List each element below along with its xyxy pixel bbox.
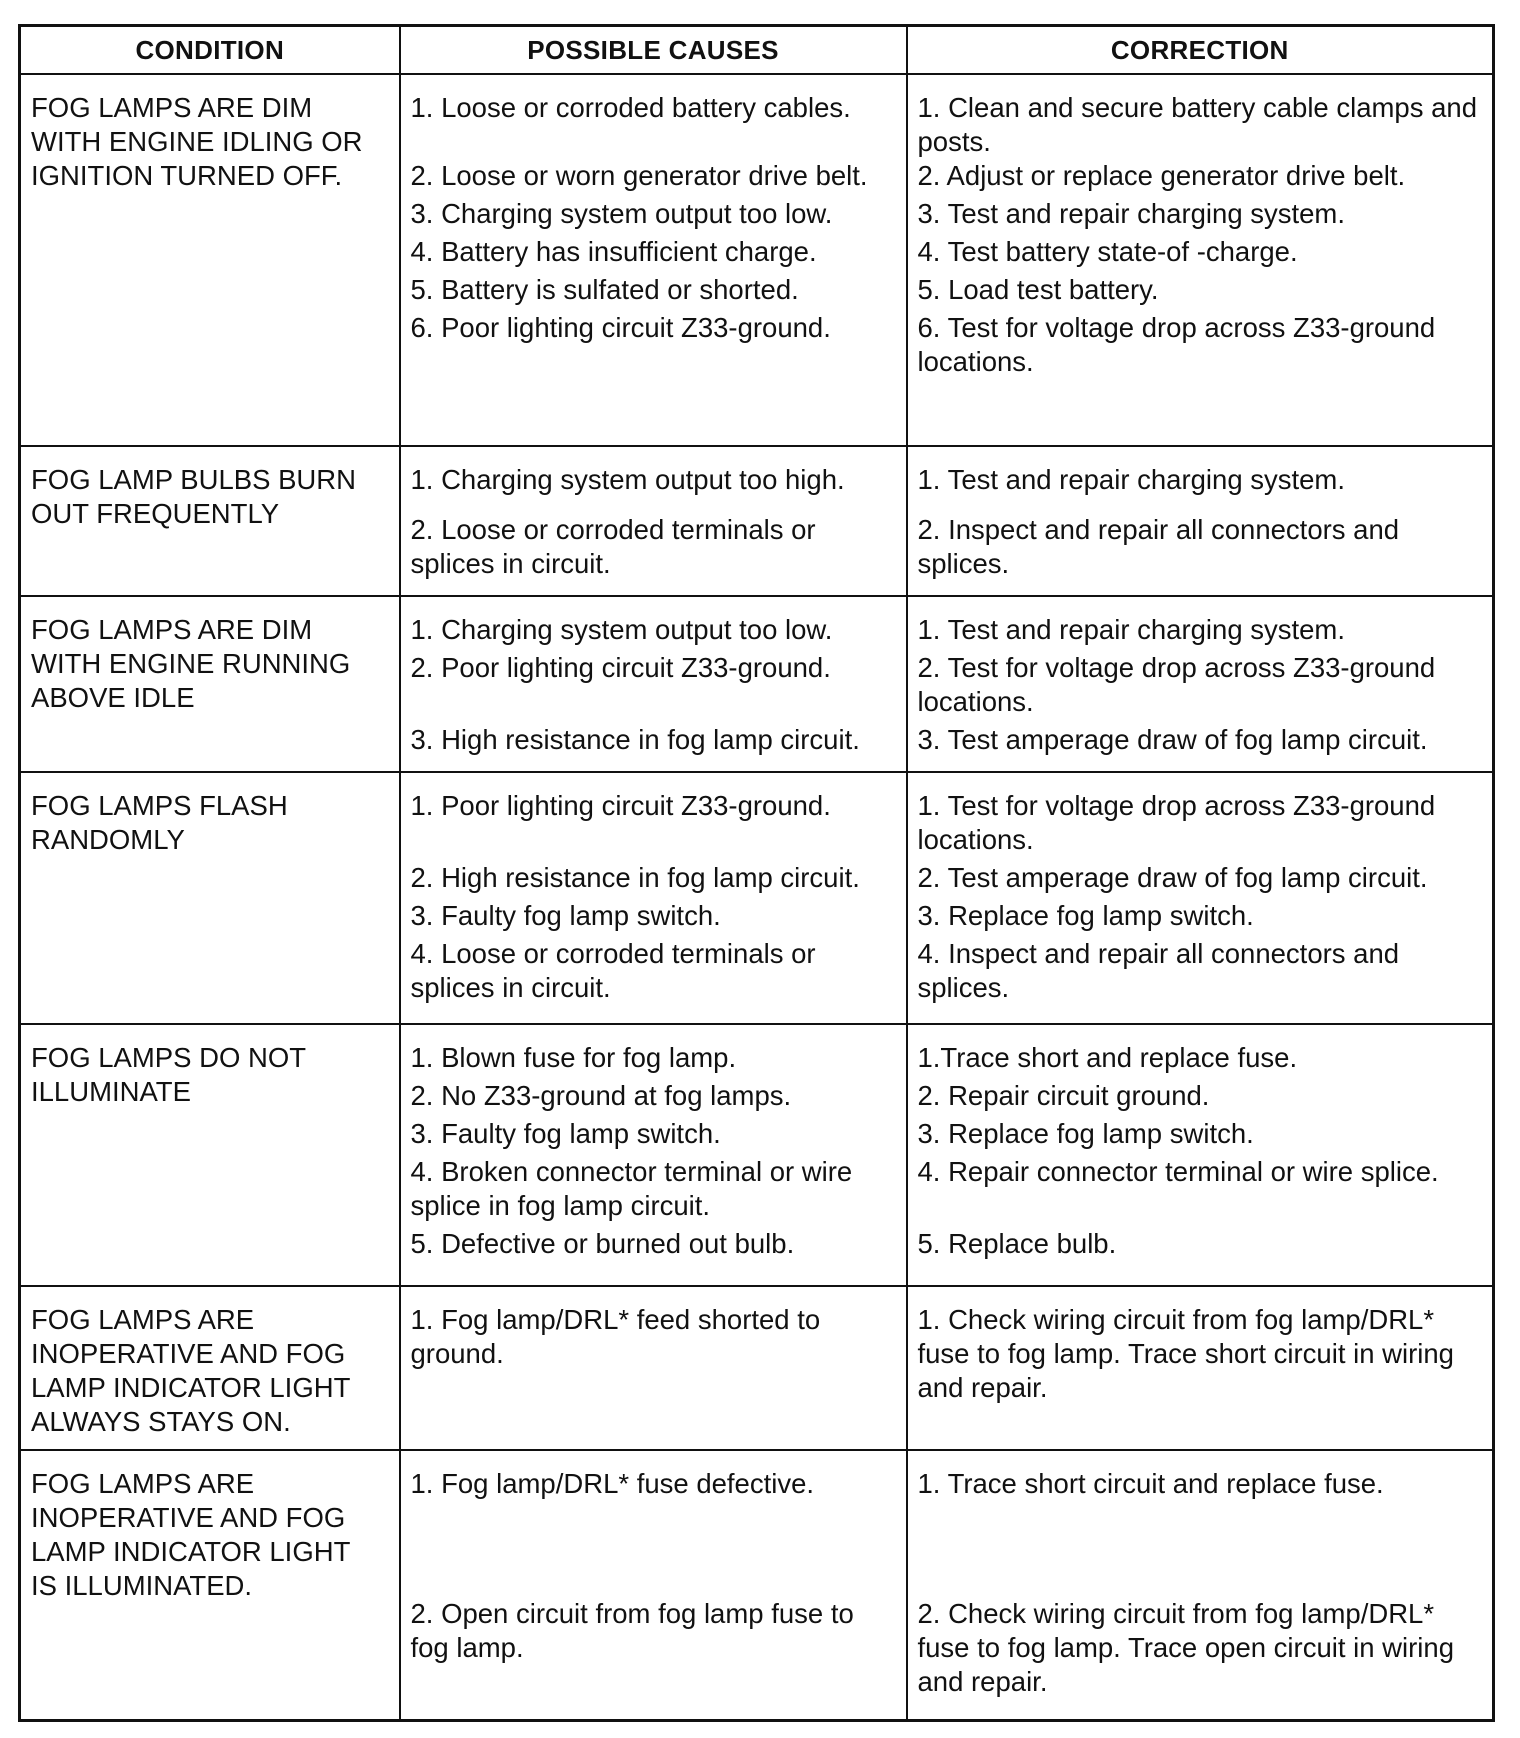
- corrections-cell: [907, 772, 1494, 1024]
- possible-causes-header: POSSIBLE CAUSES: [400, 26, 907, 75]
- condition-cell: [20, 1450, 400, 1720]
- causes-cell: [400, 1450, 907, 1720]
- correction-item: 4. Repair connector terminal or wire splice.: [917, 1156, 1439, 1187]
- cause-item: 2. No Z33-ground at fog lamps.: [410, 1080, 792, 1111]
- correction-item: 1. Check wiring circuit from fog lamp/DRL* fuse to fog lamp. Trace short circuit in wiring and repair.: [917, 1304, 1454, 1403]
- cause-item: 1. Charging system output too low.: [410, 614, 833, 645]
- condition-text: FOG LAMP BULBS BURN OUT FREQUENTLY: [31, 464, 356, 529]
- cause-item: 2. High resistance in fog lamp circuit.: [410, 862, 860, 893]
- header-row: [20, 26, 1494, 75]
- correction-header: CORRECTION: [907, 26, 1494, 75]
- causes-cell: [400, 596, 907, 772]
- cause-item: 3. High resistance in fog lamp circuit.: [410, 724, 860, 755]
- table-row: [20, 446, 1494, 596]
- correction-item: 3. Replace fog lamp switch.: [917, 900, 1254, 931]
- correction-item: 3. Test and repair charging system.: [917, 198, 1345, 229]
- cause-item: 3. Charging system output too low.: [410, 198, 833, 229]
- condition-cell: [20, 74, 400, 446]
- table-row: [20, 772, 1494, 1024]
- cause-item: 3. Faulty fog lamp switch.: [410, 900, 721, 931]
- table-row: [20, 1286, 1494, 1450]
- cause-item: 4. Loose or corroded terminals or splices in circuit.: [410, 938, 816, 1003]
- correction-item: 2. Repair circuit ground.: [917, 1080, 1210, 1111]
- correction-item: 2. Check wiring circuit from fog lamp/DRL* fuse to fog lamp. Trace open circuit in wiring and repair.: [917, 1598, 1455, 1697]
- correction-item: 1.Trace short and replace fuse.: [917, 1042, 1298, 1073]
- condition-text: FOG LAMPS ARE INOPERATIVE AND FOG LAMP INDICATOR LIGHT IS ILLUMINATED.: [31, 1468, 351, 1601]
- condition-cell: [20, 596, 400, 772]
- corrections-cell: [907, 74, 1494, 446]
- table-row: [20, 596, 1494, 772]
- condition-cell: [20, 772, 400, 1024]
- correction-item: 6. Test for voltage drop across Z33-ground locations.: [917, 312, 1436, 377]
- cause-item: 1. Fog lamp/DRL* fuse defective.: [410, 1468, 815, 1499]
- cause-item: 2. Poor lighting circuit Z33-ground.: [410, 652, 831, 683]
- corrections-cell: [907, 446, 1494, 596]
- table-row: [20, 1024, 1494, 1286]
- correction-item: 4. Inspect and repair all connectors and splices.: [917, 938, 1400, 1003]
- condition-text: FOG LAMPS FLASH RANDOMLY: [31, 790, 288, 855]
- condition-header: CONDITION: [20, 26, 400, 75]
- table-row: [20, 1450, 1494, 1720]
- cause-item: 1. Poor lighting circuit Z33-ground.: [410, 790, 831, 821]
- corrections-cell: [907, 1450, 1494, 1720]
- cause-item: 6. Poor lighting circuit Z33-ground.: [410, 312, 831, 343]
- cause-item: 1. Fog lamp/DRL* feed shorted to ground.: [410, 1304, 821, 1369]
- condition-text: FOG LAMPS ARE INOPERATIVE AND FOG LAMP INDICATOR LIGHT ALWAYS STAYS ON.: [31, 1304, 351, 1437]
- causes-cell: [400, 446, 907, 596]
- correction-item: 4. Test battery state-of -charge.: [917, 236, 1298, 267]
- correction-item: 1. Test and repair charging system.: [917, 614, 1345, 645]
- condition-cell: [20, 1286, 400, 1450]
- correction-item: 2. Inspect and repair all connectors and splices.: [917, 514, 1400, 579]
- correction-item: 1. Clean and secure battery cable clamps and posts.: [917, 92, 1477, 157]
- correction-item: 2. Test amperage draw of fog lamp circuit.: [917, 862, 1428, 893]
- table-body: [20, 74, 1494, 1720]
- cause-item: 5. Battery is sulfated or shorted.: [410, 274, 799, 305]
- correction-item: 1. Test for voltage drop across Z33-ground locations.: [917, 790, 1436, 855]
- correction-item: 1. Trace short circuit and replace fuse.: [917, 1468, 1384, 1499]
- correction-item: 2. Test for voltage drop across Z33-ground locations.: [917, 652, 1436, 717]
- causes-cell: [400, 1286, 907, 1450]
- cause-item: 4. Broken connector terminal or wire splice in fog lamp circuit.: [410, 1156, 853, 1221]
- cause-item: 2. Open circuit from fog lamp fuse to fog lamp.: [410, 1598, 854, 1663]
- condition-cell: [20, 1024, 400, 1286]
- condition-cell: [20, 446, 400, 596]
- correction-item: 3. Replace fog lamp switch.: [917, 1118, 1254, 1149]
- corrections-cell: [907, 1024, 1494, 1286]
- cause-item: 3. Faulty fog lamp switch.: [410, 1118, 721, 1149]
- cause-item: 5. Defective or burned out bulb.: [410, 1228, 795, 1259]
- condition-text: FOG LAMPS ARE DIM WITH ENGINE IDLING OR IGNITION TURNED OFF.: [31, 92, 363, 191]
- condition-text: FOG LAMPS DO NOT ILLUMINATE: [31, 1042, 307, 1107]
- cause-item: 2. Loose or corroded terminals or splices in circuit.: [410, 514, 816, 579]
- correction-item: 1. Test and repair charging system.: [917, 464, 1345, 495]
- table-row: [20, 74, 1494, 446]
- corrections-cell: [907, 596, 1494, 772]
- cause-item: 4. Battery has insufficient charge.: [410, 236, 817, 267]
- condition-text: FOG LAMPS ARE DIM WITH ENGINE RUNNING ABOVE IDLE: [31, 614, 351, 713]
- cause-item: 1. Blown fuse for fog lamp.: [410, 1042, 737, 1073]
- cause-item: 1. Loose or corroded battery cables.: [410, 92, 851, 123]
- correction-item: 5. Load test battery.: [917, 274, 1159, 305]
- correction-item: 3. Test amperage draw of fog lamp circuit.: [917, 724, 1428, 755]
- cause-item: 2. Loose or worn generator drive belt.: [410, 160, 868, 191]
- correction-item: 5. Replace bulb.: [917, 1228, 1117, 1259]
- causes-cell: [400, 74, 907, 446]
- diagnosis-table: [18, 24, 1495, 1722]
- corrections-cell: [907, 1286, 1494, 1450]
- causes-cell: [400, 1024, 907, 1286]
- causes-cell: [400, 772, 907, 1024]
- cause-item: 1. Charging system output too high.: [410, 464, 845, 495]
- correction-item: 2. Adjust or replace generator drive belt.: [917, 160, 1406, 191]
